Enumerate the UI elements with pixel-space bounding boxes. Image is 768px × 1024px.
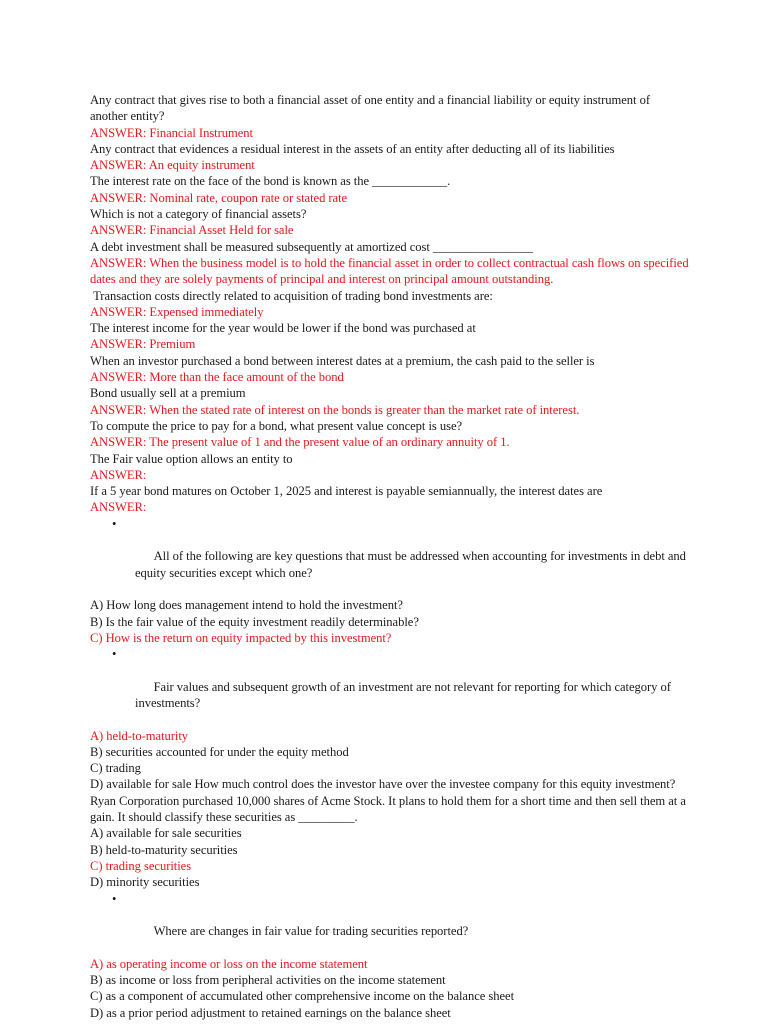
document-page [90, 92, 690, 1021]
answer-text: ANSWER: Financial Asset Held for sale [90, 223, 294, 238]
answer-option: B) securities accounted for under the equity method [90, 744, 349, 759]
question-text: Which is not a category of financial assets? [90, 207, 307, 222]
question-text: Any contract that evidences a residual interest in the assets of an entity after deducting all of its liabilities [90, 141, 615, 156]
question-text: Fair values and subsequent growth of an investment are not relevant for reporting for which category of investments? [135, 679, 675, 710]
qa-section [90, 92, 690, 516]
question-text: The Fair value option allows an entity to [90, 451, 293, 466]
correct-answer-option: A) as operating income or loss on the income statement [90, 956, 368, 971]
answer-option: B) Is the fair value of the equity investment readily determinable? [90, 614, 419, 629]
multiple-choice-2 [90, 646, 690, 793]
correct-answer-option: C) How is the return on equity impacted by this investment? [90, 630, 392, 645]
answer-text: ANSWER: An equity instrument [90, 158, 255, 173]
bulleted-question [90, 891, 690, 956]
question-text: Bond usually sell at a premium [90, 386, 246, 401]
question-text: All of the following are key questions that must be addressed when accounting for investments in debt and equity securities except which one? [135, 549, 690, 580]
answer-option: A) How long does management intend to hold the investment? [90, 598, 403, 613]
answer-text: ANSWER: Financial Instrument [90, 125, 253, 140]
question-text: Where are changes in fair value for trading securities reported? [153, 924, 469, 939]
answer-text: ANSWER: [90, 500, 147, 515]
multiple-choice-1 [90, 516, 690, 646]
answer-text: ANSWER: Premium [90, 337, 196, 352]
answer-option: D) as a prior period adjustment to retained earnings on the balance sheet [90, 1005, 451, 1020]
answer-text: ANSWER: Expensed immediately [90, 304, 264, 319]
bullet-icon: • [112, 647, 117, 662]
multiple-choice-4 [90, 891, 690, 1021]
bullet-icon: • [112, 891, 117, 906]
question-text: The interest rate on the face of the bond is known as the ____________. [90, 174, 451, 189]
question-text: To compute the price to pay for a bond, what present value concept is use? [90, 418, 463, 433]
bulleted-question [90, 646, 690, 727]
bullet-icon: • [112, 516, 117, 531]
question-text: When an investor purchased a bond between interest dates at a premium, the cash paid to the seller is [90, 353, 595, 368]
answer-text: ANSWER: When the stated rate of interest on the bonds is greater than the market rate of interest. [90, 402, 580, 417]
answer-option: D) minority securities [90, 875, 200, 890]
answer-option: C) trading [90, 761, 141, 776]
question-text: The interest income for the year would be lower if the bond was purchased at [90, 321, 476, 336]
answer-option: D) available for sale How much control does the investor have over the investee company for this equity investment? [90, 777, 676, 792]
multiple-choice-3 [90, 793, 690, 891]
bulleted-question [90, 516, 690, 597]
answer-option: A) available for sale securities [90, 826, 242, 841]
answer-option: B) held-to-maturity securities [90, 842, 238, 857]
answer-text: ANSWER: More than the face amount of the bond [90, 370, 344, 385]
answer-text: ANSWER: [90, 467, 147, 482]
question-text: A debt investment shall be measured subsequently at amortized cost ________________ [90, 239, 533, 254]
correct-answer-option: A) held-to-maturity [90, 728, 189, 743]
answer-text: ANSWER: Nominal rate, coupon rate or stated rate [90, 190, 348, 205]
correct-answer-option: C) trading securities [90, 858, 192, 873]
answer-text: ANSWER: When the business model is to hold the financial asset in order to collect contractual cash flows on specified dates and they are solely payments of principal and interest on principal amount outstanding. [90, 255, 692, 287]
question-text: Transaction costs directly related to acquisition of trading bond investments are: [90, 288, 493, 303]
answer-option: C) as a component of accumulated other comprehensive income on the balance sheet [90, 989, 515, 1004]
question-text: If a 5 year bond matures on October 1, 2025 and interest is payable semiannually, the interest dates are [90, 484, 603, 499]
question-text: Ryan Corporation purchased 10,000 shares of Acme Stock. It plans to hold them for a short time and then sell them at a gain. It should classify these securities as _________. [90, 793, 689, 825]
answer-option: B) as income or loss from peripheral activities on the income statement [90, 973, 446, 988]
answer-text: ANSWER: The present value of 1 and the present value of an ordinary annuity of 1. [90, 435, 510, 450]
question-text: Any contract that gives rise to both a financial asset of one entity and a financial liability or equity instrument of another entity? [90, 93, 654, 124]
